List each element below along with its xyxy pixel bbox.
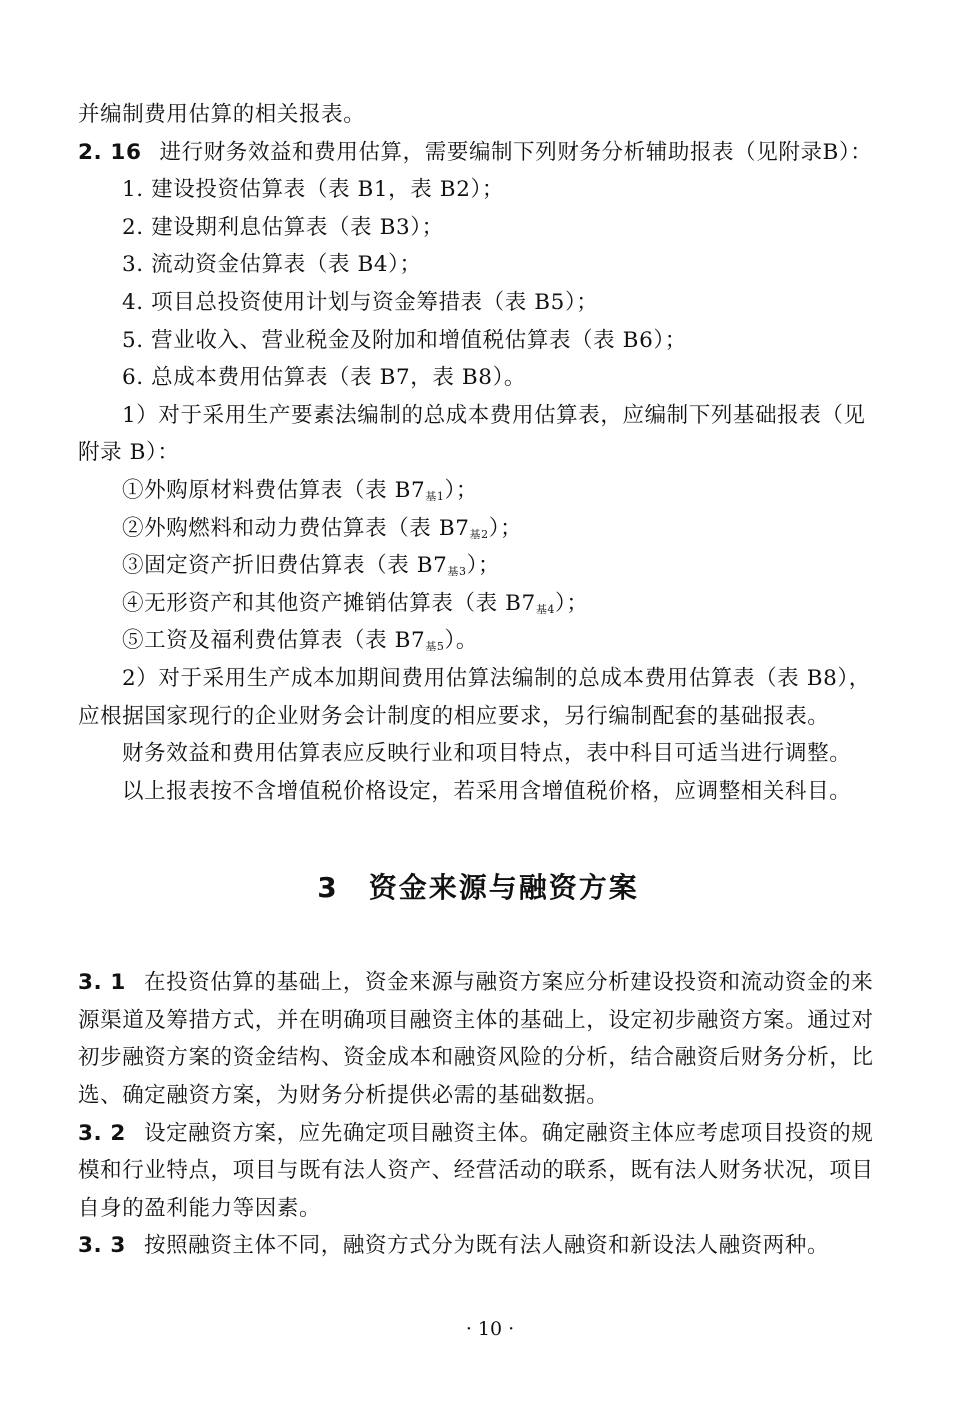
base-table-item: ③固定资产折旧费估算表（表 $B7_{基3}$）； <box>122 553 501 579</box>
chapter-number: 3 <box>317 871 339 905</box>
base-table-item: ⑤工资及福利费估算表（表 $B7_{基5}$）。 <box>122 628 478 654</box>
section-2-16 <box>78 134 878 172</box>
chapter-heading <box>78 868 878 908</box>
section-text: 进行财务效益和费用估算，需要编制下列财务分析辅助报表（见附录B）： <box>159 139 873 165</box>
list-item: 1. 建设投资估算表（表 B1，表 B2）； <box>122 177 504 203</box>
page-number: · 10 · <box>465 1318 515 1340</box>
list-item: 4. 项目总投资使用计划与资金筹措表（表 B5）； <box>122 289 599 315</box>
section-number: 3. 2 <box>78 1120 126 1146</box>
paragraph-continuation: 并编制费用估算的相关报表。 <box>78 102 366 127</box>
section-text: 按照融资主体不同，融资方式分为既有法人融资和新设法人融资两种。 <box>143 1233 830 1259</box>
list-item: 6. 总成本费用估算表（表 B7，表 B8）。 <box>122 365 527 391</box>
list-item: 5. 营业收入、营业税金及附加和增值税估算表（表 B6）； <box>122 327 687 353</box>
section-text: 设定融资方案，应先确定项目融资主体。确定融资主体应考虑项目投资的规模和行业特点，项目与既有法人资产、经营活动的联系，既有法人财务状况，项目自身的盈利能力等因素。 <box>78 1120 874 1221</box>
section-number: 2. 16 <box>78 139 142 165</box>
base-table-item: ④无形资产和其他资产摊销估算表（表 $B7_{基4}$）； <box>122 590 589 616</box>
sub-item-2: 2）对于采用生产成本加期间费用估算法编制的总成本费用估算表（表 B8），应根据国家现行的企业财务会计制度的相应要求，另行编制配套的基础报表。 <box>78 665 871 729</box>
section-number: 3. 3 <box>78 1233 126 1259</box>
document-page <box>78 96 878 1265</box>
list-item: 2. 建设期利息估算表（表 B3）； <box>122 214 444 240</box>
section-3-3 <box>78 1227 878 1265</box>
paragraph: 以上报表按不含增值税价格设定，若采用含增值税价格，应调整相关科目。 <box>122 778 852 804</box>
list-item: 3. 流动资金估算表（表 B4）； <box>122 252 422 278</box>
paragraph: 财务效益和费用估算表应反映行业和项目特点，表中科目可适当进行调整。 <box>122 741 852 767</box>
section-3-1 <box>78 964 878 1114</box>
base-table-item: ②外购燃料和动力费估算表（表 $B7_{基2}$）； <box>122 515 523 541</box>
section-number: 3. 1 <box>78 970 126 996</box>
sub-item-1: 1）对于采用生产要素法编制的总成本费用估算表，应编制下列基础报表（见附录 B）： <box>78 402 866 466</box>
section-text: 在投资估算的基础上，资金来源与融资方案应分析建设投资和流动资金的来源渠道及筹措方式，并在明确项目融资主体的基础上，设定初步融资方案。通过对初步融资方案的资金结构、资金成本和融资风险的分析，结合融资后财务分析，比选、确定融资方案，为财务分析提供必需的基础数据。 <box>78 970 874 1109</box>
base-table-item: ①外购原材料费估算表（表 $B7_{基1}$）； <box>122 477 478 503</box>
chapter-title: 资金来源与融资方案 <box>368 871 639 905</box>
section-3-2 <box>78 1115 878 1228</box>
